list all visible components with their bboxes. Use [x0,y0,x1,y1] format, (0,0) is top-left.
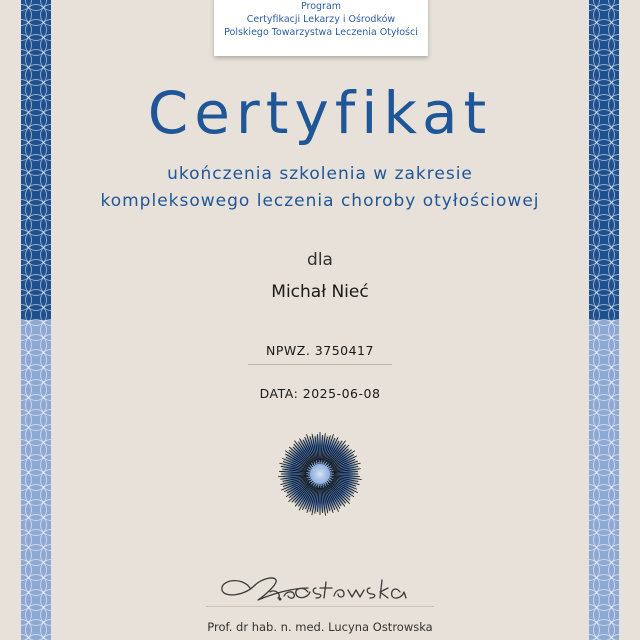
program-header-card [214,0,428,56]
signatory-name: Prof. dr hab. n. med. Lucyna Ostrowska [207,620,433,634]
for-label: dla [307,250,333,270]
signature-line [206,606,434,607]
certificate-subtitle-line-1: ukończenia szkolenia w zakresie [167,164,473,184]
certificate-title: Certyfikat [147,79,493,147]
handwritten-signature [212,566,412,606]
npwz-number: NPWZ. 3750417 [266,343,374,358]
starburst-seal-icon [270,424,370,524]
certificate-subtitle-line-2: kompleksowego leczenia choroby otyłościowej [100,191,540,211]
npwz-underline [248,364,392,365]
recipient-name: Michał Nieć [271,282,369,302]
header-line-3: Polskiego Towarzystwa Leczenia Otyłości [224,27,418,38]
certificate-date: DATA: 2025-06-08 [259,386,381,401]
header-line-2: Certyfikacji Lekarzy i Ośrodków [246,14,396,25]
header-line-1: Program [300,1,342,12]
